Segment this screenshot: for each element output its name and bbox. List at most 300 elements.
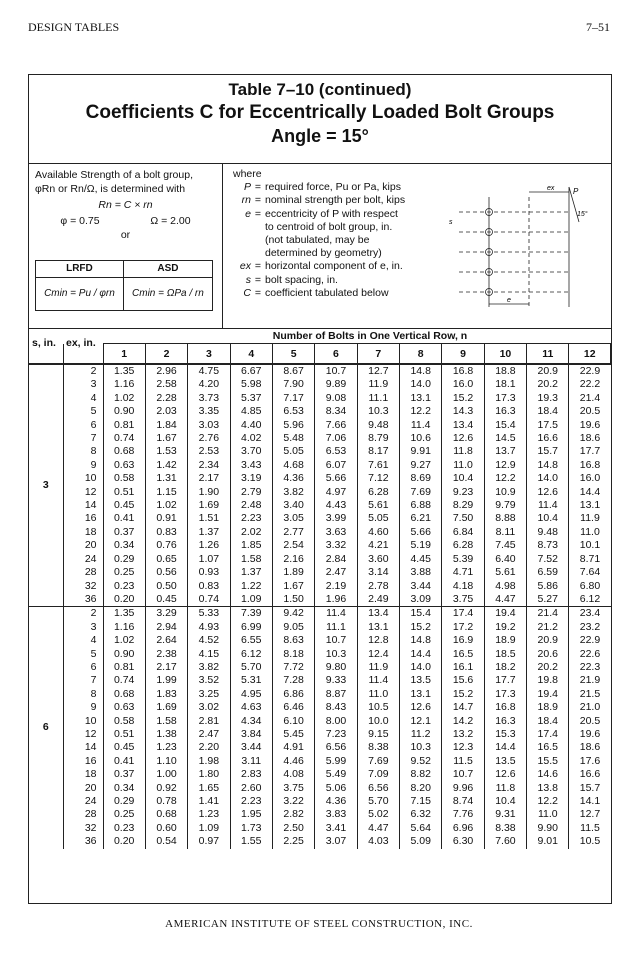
- coefficient-cell: 2.48: [230, 499, 272, 512]
- strength-notes: [29, 164, 223, 328]
- coefficient-cell: 10.4: [442, 472, 484, 485]
- coefficient-cell: 2.54: [272, 539, 314, 552]
- coefficient-cell: 17.3: [484, 688, 526, 701]
- coefficient-cell: 7.69: [400, 486, 442, 499]
- coefficient-cell: 11.9: [357, 661, 399, 674]
- ex-cell: 3: [63, 621, 103, 634]
- coefficient-cell: 15.6: [442, 674, 484, 687]
- coefficient-cell: 9.27: [400, 459, 442, 472]
- coefficient-cell: 3.70: [230, 445, 272, 458]
- coefficient-cell: 1.37: [230, 566, 272, 579]
- coefficient-cell: 13.1: [400, 392, 442, 405]
- coefficient-cell: 0.81: [103, 419, 145, 432]
- coefficient-cell: 13.4: [357, 607, 399, 621]
- n-header-cell: 6: [315, 344, 357, 365]
- coefficient-cell: 3.41: [315, 822, 357, 835]
- table-row: [29, 378, 611, 391]
- coefficient-cell: 8.82: [400, 768, 442, 781]
- table-row: [29, 432, 611, 445]
- coefficient-cell: 6.59: [527, 566, 569, 579]
- coefficient-cell: 1.22: [230, 580, 272, 593]
- coefficient-cell: 21.5: [569, 688, 611, 701]
- coefficient-cell: 7.50: [442, 512, 484, 525]
- n-header-cell: 5: [272, 344, 314, 365]
- coefficient-cell: 1.98: [188, 755, 230, 768]
- table-row: [29, 621, 611, 634]
- ex-cell: 5: [63, 648, 103, 661]
- coefficient-cell: 3.14: [357, 566, 399, 579]
- coefficient-cell: 6.12: [230, 648, 272, 661]
- coefficient-cell: 0.74: [103, 674, 145, 687]
- definition-equals: =: [254, 194, 262, 207]
- coefficient-cell: 1.50: [272, 593, 314, 607]
- coefficient-cell: 9.01: [527, 835, 569, 848]
- coefficient-cell: 5.09: [400, 835, 442, 848]
- coefficient-cell: 18.9: [484, 634, 526, 647]
- spacing-cell: 6: [29, 607, 63, 849]
- coefficient-cell: 9.05: [272, 621, 314, 634]
- coefficient-cell: 3.35: [188, 405, 230, 418]
- coefficient-cell: 21.4: [527, 607, 569, 621]
- coefficient-cell: 11.8: [484, 782, 526, 795]
- coefficient-cell: 4.47: [484, 593, 526, 607]
- asd-formula: Cmin = ΩPa / rn: [123, 278, 212, 311]
- coefficient-cell: 0.78: [145, 795, 187, 808]
- table-row: [29, 553, 611, 566]
- coefficient-cell: 11.4: [357, 674, 399, 687]
- coefficient-cell: 0.63: [103, 459, 145, 472]
- coefficient-cell: 2.47: [188, 728, 230, 741]
- asd-label: ASD: [123, 261, 212, 278]
- coefficient-cell: 17.5: [527, 419, 569, 432]
- coefficient-cell: 16.0: [569, 472, 611, 485]
- coefficient-cell: 3.44: [400, 580, 442, 593]
- coefficient-cell: 3.73: [188, 392, 230, 405]
- ex-cell: 9: [63, 701, 103, 714]
- definition-text: (not tabulated, may be: [265, 234, 370, 247]
- coefficient-cell: 2.03: [145, 405, 187, 418]
- coefficient-cell: 6.56: [357, 782, 399, 795]
- coefficient-cell: 3.82: [272, 486, 314, 499]
- definition-equals: [251, 247, 265, 260]
- n-header-cell: 2: [145, 344, 187, 365]
- coefficient-cell: 5.98: [230, 378, 272, 391]
- n-header-row: [29, 344, 611, 365]
- coefficient-cell: 0.68: [103, 688, 145, 701]
- coefficient-cell: 1.15: [145, 486, 187, 499]
- table-row: [29, 512, 611, 525]
- table-angle: Angle = 15°: [271, 126, 369, 146]
- coefficient-cell: 14.4: [400, 648, 442, 661]
- ex-cell: 3: [63, 378, 103, 391]
- coefficient-cell: 1.00: [145, 768, 187, 781]
- coefficient-cell: 1.55: [230, 835, 272, 848]
- coefficient-cell: 2.94: [145, 621, 187, 634]
- n-header-cell: 8: [400, 344, 442, 365]
- coefficient-cell: 7.66: [315, 419, 357, 432]
- coefficient-cell: 0.74: [103, 432, 145, 445]
- table-row: [29, 405, 611, 418]
- coefficient-cell: 11.1: [357, 392, 399, 405]
- coefficient-cell: 0.93: [188, 566, 230, 579]
- coefficient-cell: 1.69: [188, 499, 230, 512]
- coefficient-cell: 19.2: [484, 621, 526, 634]
- coefficient-cell: 0.29: [103, 553, 145, 566]
- definition-symbol: s: [245, 273, 251, 286]
- coefficient-cell: 16.5: [527, 741, 569, 754]
- coefficient-cell: 1.02: [145, 499, 187, 512]
- coefficient-cell: 6.88: [400, 499, 442, 512]
- table-row: [29, 715, 611, 728]
- coefficient-cell: 14.0: [400, 661, 442, 674]
- coefficient-cell: 3.44: [230, 741, 272, 754]
- ex-cell: 2: [63, 365, 103, 379]
- coefficient-cell: 0.58: [103, 472, 145, 485]
- coefficient-cell: 15.5: [527, 755, 569, 768]
- coefficient-cell: 8.20: [400, 782, 442, 795]
- coefficient-cell: 12.6: [442, 432, 484, 445]
- coefficient-cell: 6.10: [272, 715, 314, 728]
- definition-row: [229, 260, 461, 273]
- coefficient-cell: 10.7: [315, 634, 357, 647]
- coefficient-cell: 12.4: [357, 648, 399, 661]
- coefficient-cell: 0.83: [145, 526, 187, 539]
- coefficient-cell: 9.89: [315, 378, 357, 391]
- coefficient-cell: 6.96: [442, 822, 484, 835]
- coefficient-cell: 23.2: [569, 621, 611, 634]
- definition-row: [229, 247, 461, 260]
- coefficient-cell: 13.5: [484, 755, 526, 768]
- coefficient-cell: 15.7: [569, 782, 611, 795]
- coefficient-cell: 9.42: [272, 607, 314, 621]
- coefficient-cell: 2.17: [188, 472, 230, 485]
- coefficient-cell: 6.80: [569, 580, 611, 593]
- coefficient-cell: 13.1: [357, 621, 399, 634]
- table-row: [29, 674, 611, 687]
- table-row: [29, 755, 611, 768]
- coefficient-cell: 4.91: [272, 741, 314, 754]
- coefficient-cell: 5.48: [272, 432, 314, 445]
- coefficient-cell: 7.15: [400, 795, 442, 808]
- coefficient-cell: 22.6: [569, 648, 611, 661]
- coefficient-cell: 7.61: [357, 459, 399, 472]
- definition-row: [229, 208, 461, 221]
- coefficient-cell: 3.22: [272, 795, 314, 808]
- coefficient-cell: 2.82: [272, 808, 314, 821]
- avail-line-1: Available Strength of a bolt group,: [35, 169, 193, 181]
- coefficient-cell: 14.8: [527, 459, 569, 472]
- coefficient-cell: 14.8: [400, 634, 442, 647]
- coefficient-cell: 0.50: [145, 580, 187, 593]
- coefficient-cell: 1.09: [188, 822, 230, 835]
- coefficient-cell: 12.3: [442, 741, 484, 754]
- coefficient-cell: 1.67: [272, 580, 314, 593]
- coefficient-cell: 3.03: [188, 419, 230, 432]
- definition-symbol: C: [243, 286, 251, 299]
- coefficient-cell: 8.11: [484, 526, 526, 539]
- coefficient-cell: 4.52: [188, 634, 230, 647]
- coefficient-cell: 2.17: [145, 661, 187, 674]
- or-text: or: [120, 229, 131, 241]
- coefficient-cell: 2.49: [357, 593, 399, 607]
- coefficient-cell: 19.6: [569, 728, 611, 741]
- definition-equals: =: [254, 181, 262, 194]
- n-header-cell: 7: [357, 344, 399, 365]
- coefficient-cell: 22.9: [569, 365, 611, 379]
- coefficient-cell: 13.4: [442, 419, 484, 432]
- coefficient-cell: 9.15: [357, 728, 399, 741]
- coefficient-cell: 0.58: [103, 715, 145, 728]
- coefficient-cell: 7.76: [442, 808, 484, 821]
- coefficient-cell: 4.03: [357, 835, 399, 848]
- coefficient-cell: 1.35: [103, 365, 145, 379]
- table-row: [29, 593, 611, 607]
- coefficient-cell: 5.66: [315, 472, 357, 485]
- coefficient-cell: 11.0: [357, 688, 399, 701]
- coefficient-cell: 0.51: [103, 728, 145, 741]
- table-row: [29, 526, 611, 539]
- definition-text: coefficient tabulated below: [265, 286, 389, 299]
- coefficient-cell: 18.1: [484, 378, 526, 391]
- coefficient-cell: 15.4: [484, 419, 526, 432]
- ex-cell: 5: [63, 405, 103, 418]
- coefficient-cell: 9.48: [527, 526, 569, 539]
- coefficient-cell: 14.2: [442, 715, 484, 728]
- coefficient-cell: 8.73: [527, 539, 569, 552]
- coefficient-cell: 1.58: [145, 715, 187, 728]
- blank-header: [63, 344, 103, 365]
- coefficient-cell: 14.3: [442, 405, 484, 418]
- coefficient-cell: 2.23: [230, 795, 272, 808]
- coefficient-cell: 0.68: [103, 445, 145, 458]
- n-header-cell: 9: [442, 344, 484, 365]
- coefficient-cell: 4.43: [315, 499, 357, 512]
- table-row: [29, 808, 611, 821]
- coefficient-cell: 3.19: [230, 472, 272, 485]
- ex-cell: 12: [63, 728, 103, 741]
- coefficient-cell: 4.15: [188, 648, 230, 661]
- coefficient-cell: 16.6: [527, 432, 569, 445]
- coefficient-cell: 6.30: [442, 835, 484, 848]
- coefficient-cell: 5.64: [400, 822, 442, 835]
- coefficient-cell: 10.7: [315, 365, 357, 379]
- coefficient-cell: 8.17: [357, 445, 399, 458]
- table-title: Coefficients C for Eccentrically Loaded Bolt Groups: [85, 102, 555, 123]
- coefficient-cell: 17.7: [569, 445, 611, 458]
- table-row: [29, 661, 611, 674]
- coefficient-cell: 1.65: [188, 782, 230, 795]
- definition-row: [229, 274, 461, 287]
- definition-equals: [251, 221, 265, 234]
- coefficient-cell: 0.68: [145, 808, 187, 821]
- running-header-left: DESIGN TABLES: [28, 20, 120, 34]
- coefficient-cell: 12.8: [357, 634, 399, 647]
- coefficient-cell: 14.0: [400, 378, 442, 391]
- coefficient-cell: 9.96: [442, 782, 484, 795]
- coefficient-cell: 5.06: [315, 782, 357, 795]
- table-row: [29, 701, 611, 714]
- table-row: [29, 835, 611, 848]
- table-row: [29, 728, 611, 741]
- coefficient-cell: 3.05: [272, 512, 314, 525]
- coefficient-cell: 20.5: [569, 715, 611, 728]
- coefficient-cell: 3.40: [272, 499, 314, 512]
- table-row: [29, 499, 611, 512]
- coefficient-cell: 5.99: [315, 755, 357, 768]
- coefficient-cell: 6.99: [230, 621, 272, 634]
- coefficient-cell: 6.07: [315, 459, 357, 472]
- coefficient-cell: 1.02: [103, 392, 145, 405]
- spacing-cell: 3: [29, 365, 63, 607]
- coefficient-cell: 20.9: [527, 365, 569, 379]
- definition-text: bolt spacing, in.: [265, 273, 338, 286]
- table-row: [29, 795, 611, 808]
- coefficient-cell: 11.5: [442, 755, 484, 768]
- ex-cell: 10: [63, 472, 103, 485]
- coefficient-cell: 2.77: [272, 526, 314, 539]
- coefficient-cell: 10.5: [357, 701, 399, 714]
- coefficient-cell: 7.52: [527, 553, 569, 566]
- coefficient-cell: 3.25: [188, 688, 230, 701]
- coefficient-cell: 7.72: [272, 661, 314, 674]
- coefficient-cell: 3.60: [357, 553, 399, 566]
- definition-equals: =: [254, 286, 262, 299]
- coefficient-cell: 17.3: [484, 392, 526, 405]
- coefficient-cell: 5.86: [527, 580, 569, 593]
- coefficient-cell: 21.0: [569, 701, 611, 714]
- coefficient-cell: 10.9: [484, 486, 526, 499]
- coefficient-cell: 23.4: [569, 607, 611, 621]
- coefficient-cell: 5.61: [357, 499, 399, 512]
- coefficient-cell: 0.34: [103, 782, 145, 795]
- coefficient-cell: 2.02: [230, 526, 272, 539]
- table-row: [29, 634, 611, 647]
- coefficient-cell: 3.75: [442, 593, 484, 607]
- coefficient-cell: 11.5: [569, 822, 611, 835]
- coefficient-cell: 5.96: [272, 419, 314, 432]
- coefficient-cell: 9.79: [484, 499, 526, 512]
- definition-row: [229, 221, 461, 234]
- coefficient-cell: 0.23: [103, 822, 145, 835]
- coefficient-cell: 18.6: [569, 741, 611, 754]
- coefficient-cell: 0.65: [145, 553, 187, 566]
- coefficient-cell: 2.38: [145, 648, 187, 661]
- footer-publisher: AMERICAN INSTITUTE OF STEEL CONSTRUCTION, INC.: [165, 918, 473, 930]
- coefficient-cell: 2.76: [188, 432, 230, 445]
- coefficient-cell: 4.97: [315, 486, 357, 499]
- coefficient-table: [29, 343, 611, 849]
- coefficient-cell: 0.54: [145, 835, 187, 848]
- coefficient-cell: 0.45: [103, 499, 145, 512]
- coefficient-cell: 1.23: [145, 741, 187, 754]
- coefficient-cell: 0.29: [103, 795, 145, 808]
- coefficient-cell: 16.9: [442, 634, 484, 647]
- coefficient-cell: 0.41: [103, 755, 145, 768]
- coefficient-cell: 5.45: [272, 728, 314, 741]
- coefficient-cell: 13.7: [484, 445, 526, 458]
- coefficient-cell: 2.78: [357, 580, 399, 593]
- coefficient-cell: 5.33: [188, 607, 230, 621]
- coefficient-cell: 11.9: [357, 378, 399, 391]
- coefficient-cell: 12.2: [400, 405, 442, 418]
- coefficient-cell: 22.2: [569, 378, 611, 391]
- coefficient-cell: 14.7: [442, 701, 484, 714]
- coefficient-cell: 7.06: [315, 432, 357, 445]
- coefficient-cell: 10.3: [315, 648, 357, 661]
- n-header-cell: 4: [230, 344, 272, 365]
- coefficient-cell: 5.02: [357, 808, 399, 821]
- coefficient-cell: 19.8: [527, 674, 569, 687]
- coefficient-cell: 11.2: [400, 728, 442, 741]
- coefficient-cell: 12.6: [484, 768, 526, 781]
- coefficient-cell: 19.6: [569, 419, 611, 432]
- bolt-count-title: Number of Bolts in One Vertical Row, n: [272, 330, 468, 342]
- table-row: [29, 566, 611, 579]
- coefficient-cell: 4.34: [230, 715, 272, 728]
- coefficient-cell: 14.4: [484, 741, 526, 754]
- coefficient-cell: 13.1: [400, 688, 442, 701]
- coefficient-cell: 5.05: [272, 445, 314, 458]
- ex-cell: 4: [63, 392, 103, 405]
- coefficient-cell: 17.7: [484, 674, 526, 687]
- coefficient-cell: 1.89: [272, 566, 314, 579]
- coefficient-cell: 12.6: [400, 701, 442, 714]
- coefficient-cell: 19.3: [527, 392, 569, 405]
- coefficient-cell: 18.4: [527, 405, 569, 418]
- table-row: [29, 486, 611, 499]
- coefficient-cell: 11.0: [569, 526, 611, 539]
- coefficient-cell: 4.47: [357, 822, 399, 835]
- coefficient-cell: 2.25: [272, 835, 314, 848]
- definition-symbol: [229, 221, 251, 234]
- coefficient-cell: 1.38: [145, 728, 187, 741]
- coefficient-cell: 1.58: [230, 553, 272, 566]
- coefficient-cell: 14.0: [527, 472, 569, 485]
- coefficient-cell: 3.29: [145, 607, 187, 621]
- coefficient-cell: 10.4: [527, 512, 569, 525]
- coefficient-cell: 12.6: [527, 486, 569, 499]
- coefficient-cell: 2.23: [230, 512, 272, 525]
- ex-cell: 18: [63, 768, 103, 781]
- coefficient-cell: 6.28: [442, 539, 484, 552]
- blank-header: [29, 344, 63, 365]
- definition-row: [229, 287, 461, 300]
- definition-row: [229, 234, 461, 247]
- coefficient-cell: 8.79: [357, 432, 399, 445]
- coefficient-cell: 13.5: [400, 674, 442, 687]
- coefficient-cell: 6.86: [272, 688, 314, 701]
- coefficient-cell: 5.37: [230, 392, 272, 405]
- coefficient-cell: 11.1: [315, 621, 357, 634]
- coefficient-cell: 9.31: [484, 808, 526, 821]
- coefficient-cell: 22.9: [569, 634, 611, 647]
- coefficient-cell: 2.28: [145, 392, 187, 405]
- coefficient-cell: 15.7: [527, 445, 569, 458]
- table-row: [29, 419, 611, 432]
- coefficient-cell: 2.58: [145, 378, 187, 391]
- coefficient-cell: 6.21: [400, 512, 442, 525]
- coefficient-cell: 5.27: [527, 593, 569, 607]
- table-row: [29, 365, 611, 379]
- coefficient-cell: 5.19: [400, 539, 442, 552]
- table-row: [29, 539, 611, 552]
- coefficient-cell: 4.40: [230, 419, 272, 432]
- ex-cell: 28: [63, 566, 103, 579]
- coefficient-cell: 5.31: [230, 674, 272, 687]
- coefficient-cell: 2.19: [315, 580, 357, 593]
- s-label: s: [449, 219, 453, 226]
- coefficient-cell: 3.52: [188, 674, 230, 687]
